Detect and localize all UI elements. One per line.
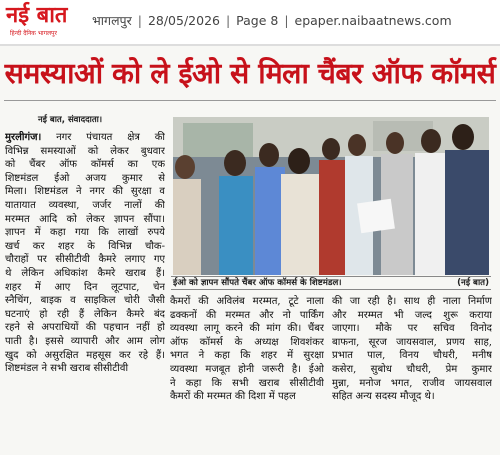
text-line: यातायात व्यवस्था, जर्जर नालों की	[5, 199, 165, 211]
photo-illustration	[173, 117, 489, 275]
text-line: खर्च कर शहर के विभिन्न चौक-	[5, 240, 165, 252]
separator: |	[280, 13, 293, 28]
text-line: स्नैचिंग, बाइक व साइकिल चोरी जैसी	[5, 295, 165, 307]
newspaper-logo[interactable]	[6, 3, 84, 41]
text-line: खुद को असुरक्षित महसूस कर रहे हैं।	[5, 349, 165, 361]
text-line: मुरलीगंज। नगर पंचायत क्षेत्र की	[5, 132, 165, 143]
text-line: ढक्कनों की मरम्मत और नो पार्किंग	[170, 309, 324, 321]
article-headline: समस्याओं को ले ईओ से मिला चैंबर ऑफ कॉमर्स	[4, 57, 496, 90]
article-column-2	[170, 295, 324, 404]
text-line: कसेरा, सुबोध चौधरी, प्रेम कुमार	[332, 363, 492, 375]
text-line: कैमरों की अविलंब मरम्मत, टूटे नाला	[170, 296, 324, 307]
text-line: मिला। शिष्टमंडल ने नगर की सुरक्षा व	[5, 186, 165, 198]
edition-info	[92, 12, 452, 29]
text-line: प्रभात पाल, विनय चौधरी, मनीष	[332, 350, 492, 362]
text-line: ने कहा कि सभी खराब सीसीटीवी	[170, 377, 324, 389]
text-line: भगत ने कहा कि शहर में सुरक्षा	[170, 350, 324, 362]
text-line: की जा रही है। साथ ही नाला निर्माण	[332, 296, 492, 307]
text-line: जाएगा। मौके पर सचिव विनोद	[332, 323, 492, 335]
separator: |	[133, 13, 146, 28]
text-line: कैमरों की मरम्मत की दिशा में पहल	[170, 391, 296, 403]
headline-rule	[4, 100, 496, 101]
photo-caption	[171, 276, 491, 290]
article-byline: नई बात, संवाददाता।	[38, 115, 103, 125]
text-line: को चैंबर ऑफ कॉमर्स का एक	[5, 159, 165, 171]
text-line: चौराहों पर सीसीटीवी कैमरे लगाए गए	[5, 254, 165, 266]
text-line: मुन्ना, मनोज भगत, राजीव जायसवाल	[332, 377, 492, 389]
text-line: सहित अन्य सदस्य मौजूद थे।	[332, 391, 435, 403]
text-line: रहने से अपराधियों की पहचान नहीं हो	[5, 322, 165, 334]
epaper-site-link[interactable]: epaper.naibaatnews.com	[294, 13, 452, 28]
text-line: व्यवस्था लागू करने की मांग की। चैंबर	[170, 323, 324, 335]
photo-credit: (नई बात)	[457, 278, 489, 288]
text-line: शिष्टमंडल ईओ अजय कुमार से	[5, 172, 165, 184]
text-line: बाफना, सूरज जायसवाल, प्रणय साह,	[332, 336, 492, 348]
page-number: Page 8	[236, 13, 279, 28]
text-line: व्यवस्था मजबूत होनी जरूरी है। ईओ	[170, 363, 324, 375]
article-column-1	[5, 131, 165, 376]
text-line: मरम्मत आदि को लेकर ज्ञापन सौंपा।	[5, 213, 165, 225]
article-column-3	[332, 295, 492, 404]
caption-text: ईओ को ज्ञापन सौंपते चैंबर ऑफ कॉमर्स के शिष्टमंडल।	[173, 278, 342, 288]
edition-city: भागलपुर	[92, 13, 132, 28]
text-line: ज्ञापन में कहा गया कि लाखों रुपये	[5, 227, 165, 239]
text-line: घटनाएं हो रही हैं लेकिन कैमरे बंद	[5, 308, 165, 320]
dateline: मुरलीगंज।	[5, 132, 42, 143]
text-line: शिष्टमंडल ने सभी खराब सीसीटीवी	[5, 363, 129, 375]
masthead	[0, 0, 500, 44]
logo-tagline: हिन्दी दैनिक भागलपुर	[10, 30, 57, 37]
logo-wordmark: नई बात	[6, 3, 68, 28]
text-line: शहर में आए दिन लूटपाट, चेन	[5, 281, 165, 293]
text-line: विभिन्न समस्याओं को लेकर बुधवार	[5, 145, 165, 157]
text-line: थे लेकिन अधिकांश कैमरे खराब हैं।	[5, 267, 165, 279]
masthead-divider	[0, 44, 500, 46]
news-photo	[173, 117, 489, 275]
text-line: और मरम्मत भी जल्द शुरू कराया	[332, 309, 492, 321]
edition-date: 28/05/2026	[147, 13, 220, 28]
text-line: पाती है। इससे व्यापारी और आम लोग	[5, 335, 165, 347]
separator: |	[221, 13, 235, 28]
text-line: ऑफ कॉमर्स के अध्यक्ष शिवशंकर	[170, 336, 324, 348]
